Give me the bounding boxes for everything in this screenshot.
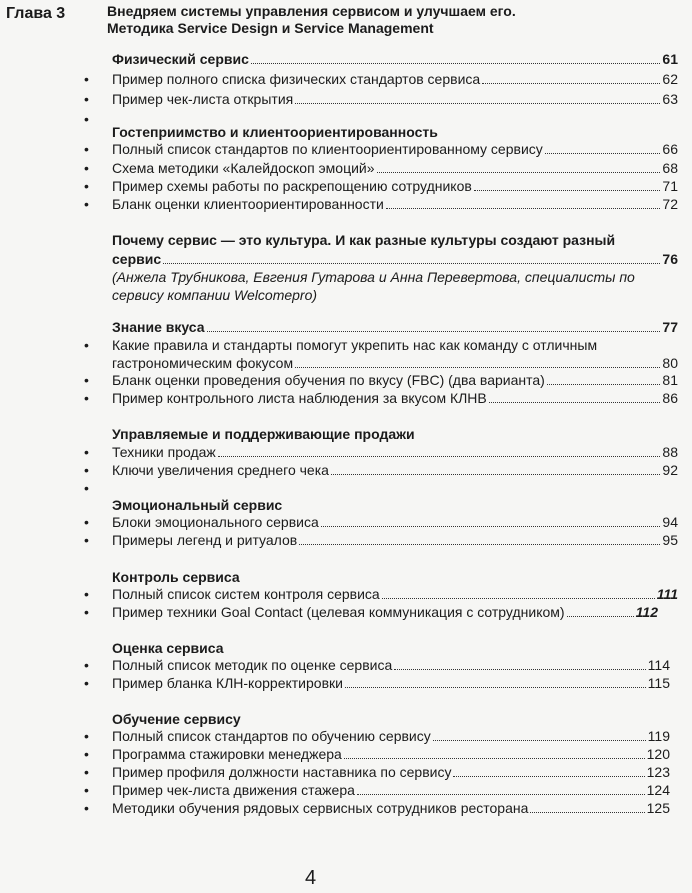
toc-item[interactable] — [80, 442, 678, 462]
bullet: • — [84, 178, 89, 194]
page-ref: 94 — [662, 514, 678, 530]
page-ref: 77 — [662, 319, 678, 335]
dot-leader — [207, 331, 661, 332]
culture-authors-line1: (Анжела Трубникова, Евгения Гутарова и Анна Перевертова, специалисты по — [112, 269, 635, 285]
section-title: Управляемые и поддерживающие продажи — [112, 426, 415, 442]
dot-leader — [482, 83, 660, 84]
page-ref: 76 — [662, 251, 678, 267]
toc-item[interactable] — [80, 762, 678, 782]
item-text: Пример полного списка физических стандартов сервиса — [112, 71, 481, 87]
item-text: Пример чек-листа движения стажера — [112, 782, 355, 798]
dot-leader — [394, 669, 645, 670]
dot-leader — [321, 526, 661, 527]
dot-leader — [453, 776, 644, 777]
bullet: • — [84, 586, 89, 602]
toc-item[interactable] — [80, 194, 678, 214]
bullet: • — [84, 337, 89, 353]
bullet: • — [84, 141, 89, 157]
page-ref: 115 — [647, 675, 670, 691]
dot-leader — [345, 687, 646, 688]
page-ref: 62 — [662, 71, 678, 87]
toc-section-culture-line1[interactable]: Почему сервис — это культура. И как разные культуры создают разный — [112, 232, 616, 248]
toc-item[interactable] — [80, 176, 678, 196]
chapter-title-line1: Внедряем системы управления сервисом и улучшаем его. — [107, 3, 516, 19]
page-ref: 66 — [662, 141, 678, 157]
section-title: сервис — [112, 251, 162, 267]
bullet: • — [84, 728, 89, 744]
dot-leader — [545, 153, 661, 154]
item-text: Бланк оценки проведения обучения по вкусу (FBC) (два варианта) — [112, 372, 545, 388]
bullet: • — [84, 800, 89, 816]
toc-item[interactable] — [80, 744, 678, 764]
dot-leader — [251, 63, 661, 64]
section-title: Контроль сервиса — [112, 569, 240, 585]
item-text: Методики обучения рядовых сервисных сотрудников ресторана — [112, 800, 529, 816]
bullet: • — [84, 71, 89, 87]
section-title: Физический сервис — [112, 51, 249, 67]
dot-leader — [344, 758, 645, 759]
page-ref: 88 — [662, 444, 678, 460]
bullet: • — [84, 480, 89, 496]
item-text: Бланк оценки клиентоориентированности — [112, 196, 384, 212]
toc-item[interactable] — [80, 139, 678, 159]
bullet: • — [84, 532, 89, 548]
page-ref: 95 — [662, 532, 678, 548]
page-ref: 111 — [656, 586, 678, 602]
toc-item[interactable] — [80, 798, 678, 818]
dot-leader — [386, 208, 661, 209]
section-title: Знание вкуса — [112, 319, 205, 335]
page-ref: 86 — [662, 390, 678, 406]
chapter-title — [107, 3, 667, 37]
bullet: • — [84, 782, 89, 798]
item-text: Какие правила и стандарты помогут укрепить нас как команду с отличным — [112, 337, 598, 353]
dot-leader — [382, 598, 655, 599]
bullet: • — [84, 111, 89, 127]
page-ref: 61 — [662, 51, 678, 67]
item-text: Примеры легенд и ритуалов — [112, 532, 298, 548]
toc-item[interactable] — [80, 388, 678, 408]
item-text: Полный список стандартов по обучению сервису — [112, 728, 431, 744]
bullet: • — [84, 444, 89, 460]
page-ref: 123 — [646, 764, 670, 780]
item-text: Пример чек-листа открытия — [112, 91, 294, 107]
bullet: • — [84, 462, 89, 478]
dot-leader — [474, 190, 661, 191]
toc-item[interactable] — [80, 370, 678, 390]
dot-leader — [530, 812, 644, 813]
dot-leader — [567, 616, 634, 617]
dot-leader — [433, 740, 646, 741]
item-text: Программа стажировки менеджера — [112, 746, 342, 762]
dot-leader — [295, 367, 660, 368]
item-text: Пример бланка КЛН-корректировки — [112, 675, 343, 691]
page-ref: 119 — [647, 728, 670, 744]
item-text: Блоки эмоционального сервиса — [112, 514, 319, 530]
section-title: Эмоциональный сервис — [112, 497, 283, 513]
section-title: Обучение сервису — [112, 711, 241, 727]
item-text: Полный список стандартов по клиентоориентированному сервису — [112, 141, 543, 157]
bullet: • — [84, 675, 89, 691]
toc-item[interactable] — [80, 780, 678, 800]
page-ref: 71 — [662, 178, 678, 194]
page-ref: 114 — [647, 657, 670, 673]
item-text: Полный список систем контроля сервиса — [112, 586, 380, 602]
page-ref: 92 — [662, 462, 678, 478]
toc-item[interactable] — [80, 602, 678, 622]
bullet: • — [84, 160, 89, 176]
toc-item[interactable] — [80, 512, 678, 532]
item-text: Пример схемы работы по раскрепощению сотрудников — [112, 178, 472, 194]
toc-item[interactable] — [80, 89, 678, 109]
dot-leader — [489, 402, 661, 403]
bullet: • — [84, 746, 89, 762]
toc-item[interactable] — [80, 69, 678, 89]
item-text: Пример профиля должности наставника по сервису — [112, 764, 452, 780]
item-text: Пример техники Goal Contact (целевая коммуникация с сотрудником) — [112, 604, 565, 620]
dot-leader — [377, 172, 661, 173]
bullet: • — [84, 604, 89, 620]
toc-item[interactable] — [80, 655, 678, 675]
dot-leader — [299, 544, 660, 545]
chapter-title-line2: Методика Service Design и Service Management — [107, 20, 434, 36]
bullet: • — [84, 514, 89, 530]
item-text: Пример контрольного листа наблюдения за вкусом КЛНВ — [112, 390, 487, 406]
item-text: гастрономическим фокусом — [112, 355, 294, 371]
bullet: • — [84, 91, 89, 107]
dot-leader — [357, 794, 645, 795]
dot-leader — [163, 263, 660, 264]
bullet: • — [84, 390, 89, 406]
page-ref: 63 — [662, 91, 678, 107]
item-text: Техники продаж — [112, 444, 216, 460]
item-text: Полный список методик по оценке сервиса — [112, 657, 393, 673]
toc-item[interactable] — [80, 460, 678, 480]
page-ref: 125 — [646, 800, 670, 816]
dot-leader — [295, 103, 660, 104]
toc-section-physical[interactable] — [80, 49, 678, 69]
page-ref: 80 — [662, 355, 678, 371]
bullet: • — [84, 764, 89, 780]
bullet: • — [84, 196, 89, 212]
toc-item[interactable] — [80, 530, 678, 550]
toc-section-culture[interactable] — [80, 249, 678, 269]
toc-item[interactable] — [80, 726, 678, 746]
dot-leader — [331, 474, 660, 475]
dot-leader — [547, 384, 661, 385]
bullet: • — [84, 657, 89, 673]
bullet: • — [84, 372, 89, 388]
dot-leader — [218, 456, 661, 457]
page-ref: 124 — [646, 782, 670, 798]
toc-item[interactable] — [80, 158, 678, 178]
page-ref: 68 — [662, 160, 678, 176]
chapter-label: Глава 3 — [6, 5, 66, 22]
toc-section-sales[interactable] — [80, 424, 678, 444]
section-title: Оценка сервиса — [112, 640, 224, 656]
toc-item-taste-rules[interactable] — [80, 335, 678, 355]
page-number: 4 — [305, 867, 317, 889]
page-ref: 120 — [646, 746, 670, 762]
culture-authors-line2: сервису компании Welcomepro) — [112, 287, 318, 303]
item-text: Ключи увеличения среднего чека — [112, 462, 329, 478]
page-ref: 81 — [662, 372, 678, 388]
toc-item[interactable] — [80, 584, 678, 604]
item-text: Схема методики «Калейдоскоп эмоций» — [112, 160, 375, 176]
section-title: Гостеприимство и клиентоориентированность — [112, 124, 438, 140]
page-ref: 112 — [635, 604, 658, 620]
page-ref: 72 — [662, 196, 678, 212]
toc-section-taste[interactable] — [80, 317, 678, 337]
toc-item[interactable] — [80, 673, 678, 693]
